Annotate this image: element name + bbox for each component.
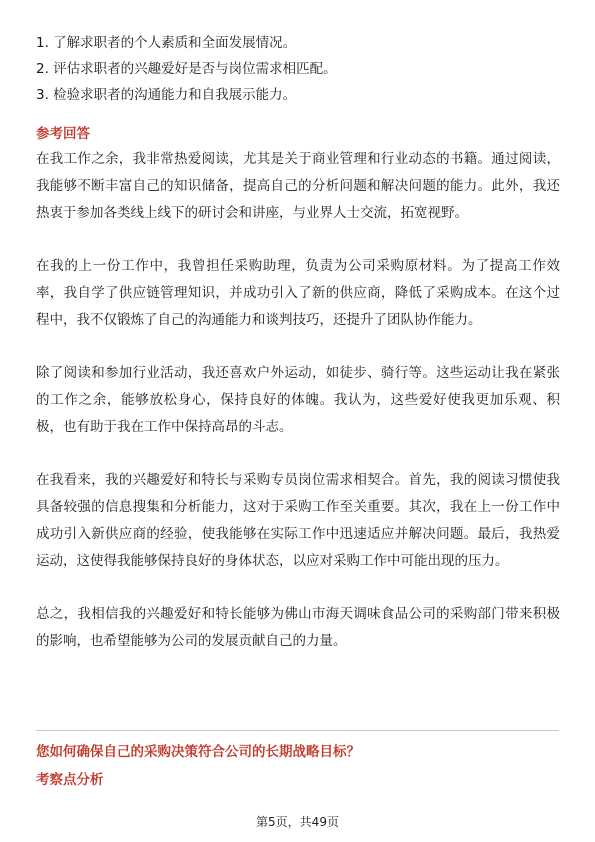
- answer-paragraph: 除了阅读和参加行业活动，我还喜欢户外运动，如徒步、骑行等。这些运动让我在紧张的工作之余，能够放松身心，保持良好的体魄。我认为，这些爱好使我更加乐观、积极，也有助于我在工作中保持高昂的斗志。: [36, 365, 560, 435]
- list-item: 3. 检验求职者的沟通能力和自我展示能力。: [36, 87, 297, 103]
- reference-answer-heading: 参考回答: [36, 126, 90, 142]
- answer-paragraph: 在我看来，我的兴趣爱好和特长与采购专员岗位需求相契合。首先，我的阅读习惯使我具备较强的信息搜集和分析能力，这对于采购工作至关重要。其次，我在上一份工作中成功引入新供应商的经验，使我能够在实际工作中迅速适应并解决问题。最后，我热爱运动，这使得我能够保持良好的身体状态，以应对采购工作中可能出现的压力。: [36, 472, 560, 569]
- purpose-list: [36, 30, 560, 108]
- analysis-heading: 考察点分析: [36, 772, 104, 788]
- answer-paragraph: 在我的上一份工作中，我曾担任采购助理，负责为公司采购原材料。为了提高工作效率，我自学了供应链管理知识，并成功引入了新的供应商，降低了采购成本。在这个过程中，我不仅锻炼了自己的沟通能力和谈判技巧，还提升了团队协作能力。: [36, 258, 560, 328]
- answer-paragraph: 总之，我相信我的兴趣爱好和特长能够为佛山市海天调味食品公司的采购部门带来积极的影响，也希望能够为公司的发展贡献自己的力量。: [36, 606, 560, 649]
- list-item: 1. 了解求职者的个人素质和全面发展情况。: [36, 35, 297, 51]
- answer-paragraph: 在我工作之余，我非常热爱阅读，尤其是关于商业管理和行业动态的书籍。通过阅读，我能够不断丰富自己的知识储备，提高自己的分析问题和解决问题的能力。此外，我还热衷于参加各类线上线下的研讨会和讲座，与业界人士交流，拓宽视野。: [36, 151, 560, 221]
- page-number: 第5页，共49页: [256, 815, 339, 829]
- reference-answer-body: [36, 146, 560, 655]
- list-item: 2. 评估求职者的兴趣爱好是否与岗位需求相匹配。: [36, 61, 337, 77]
- section-divider: [36, 730, 559, 731]
- next-question-title: 您如何确保自己的采购决策符合公司的长期战略目标？: [36, 744, 360, 760]
